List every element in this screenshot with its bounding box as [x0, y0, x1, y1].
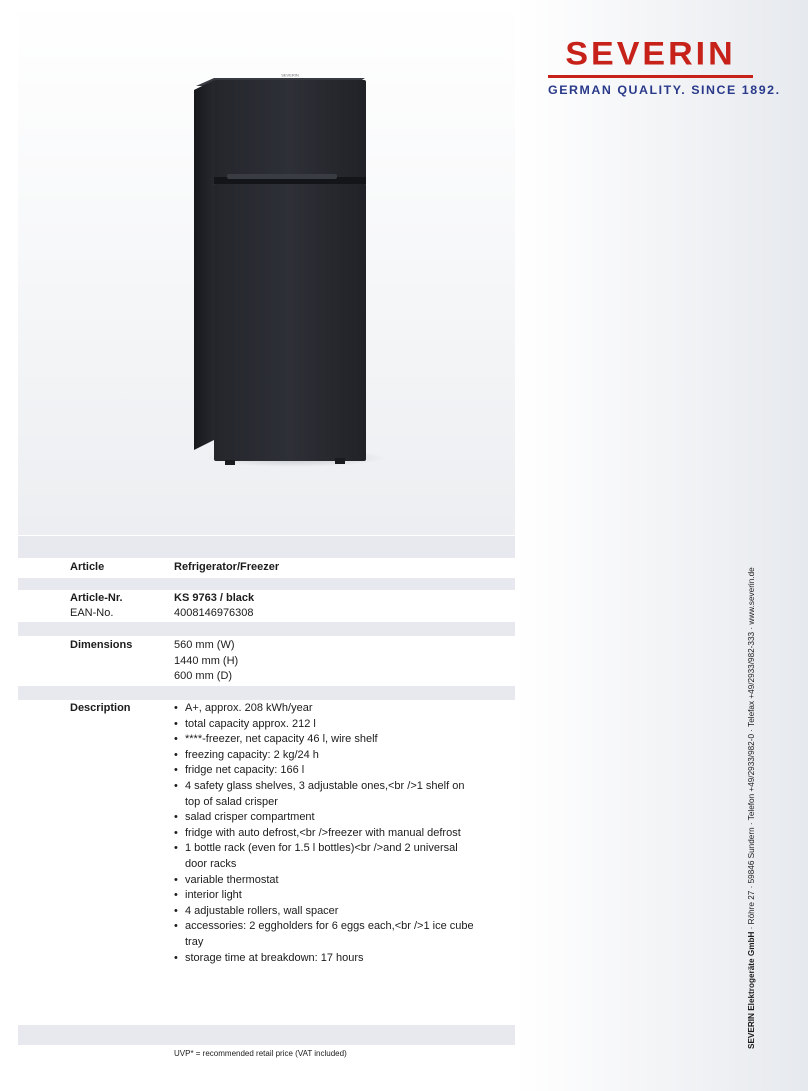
- table-band: [18, 1025, 515, 1045]
- logo-rule: [548, 75, 753, 78]
- article-label: Article: [70, 561, 105, 573]
- description-item: • interior light: [174, 888, 474, 904]
- article-nr-model: KS 9763: [174, 592, 217, 604]
- right-side-panel: [515, 0, 808, 1091]
- description-item: • accessories: 2 eggholders for 6 eggs each,<br />1 ice cube tray: [174, 919, 474, 950]
- footnote: UVP* = recommended retail price (VAT included): [174, 1049, 347, 1058]
- dimensions-label: Dimensions: [70, 639, 133, 651]
- article-value: Refrigerator/Freezer: [174, 561, 280, 573]
- description-item: • variable thermostat: [174, 873, 474, 889]
- article-nr-label: Article-Nr.: [70, 592, 123, 604]
- severin-logo: [548, 35, 781, 97]
- table-band: [18, 622, 515, 636]
- dimension-height: 1440 mm (H): [174, 655, 239, 667]
- description-item: • fridge net capacity: 166 l: [174, 763, 474, 779]
- table-band: [18, 686, 515, 700]
- dimension-depth: 600 mm (D): [174, 670, 233, 682]
- table-band: [18, 536, 515, 558]
- ean-value: 4008146976308: [174, 607, 254, 619]
- company-details: · Röhre 27 · 59846 Sundern · Telefon +49/2933/982-0 · Telefax +49/2933/982-333 · www.severin.de: [747, 567, 756, 932]
- logo-wordmark: SEVERIN: [565, 35, 736, 73]
- description-item: • 4 adjustable rollers, wall spacer: [174, 904, 474, 920]
- article-nr-color: / black: [216, 592, 255, 604]
- ean-label: EAN-No.: [70, 607, 114, 619]
- table-band: [18, 578, 515, 590]
- description-item: • 1 bottle rack (even for 1.5 l bottles)<br />and 2 universal door racks: [174, 841, 474, 872]
- description-item: • storage time at breakdown: 17 hours: [174, 951, 474, 967]
- company-name: SEVERIN Elektrogeräte GmbH: [747, 931, 756, 1049]
- company-info: [747, 567, 756, 1049]
- description-item: • A+, approx. 208 kWh/year: [174, 701, 474, 717]
- description-item: • freezing capacity: 2 kg/24 h: [174, 748, 474, 764]
- description-item: • salad crisper compartment: [174, 810, 474, 826]
- fridge-logo-text: SEVERIN: [281, 72, 299, 78]
- description-item: • fridge with auto defrost,<br />freezer with manual defrost: [174, 826, 474, 842]
- description-item: • total capacity approx. 212 l: [174, 717, 474, 733]
- description-label: Description: [70, 702, 131, 714]
- description-item: • ****-freezer, net capacity 46 l, wire shelf: [174, 732, 474, 748]
- logo-tagline: GERMAN QUALITY. SINCE 1892.: [548, 83, 781, 97]
- description-item: • 4 safety glass shelves, 3 adjustable ones,<br />1 shelf on top of salad crisper: [174, 779, 474, 810]
- refrigerator-freezer-photo-icon: [185, 70, 385, 470]
- article-nr-value: [174, 592, 254, 604]
- dimension-width: 560 mm (W): [174, 639, 235, 651]
- description-list: [174, 701, 474, 966]
